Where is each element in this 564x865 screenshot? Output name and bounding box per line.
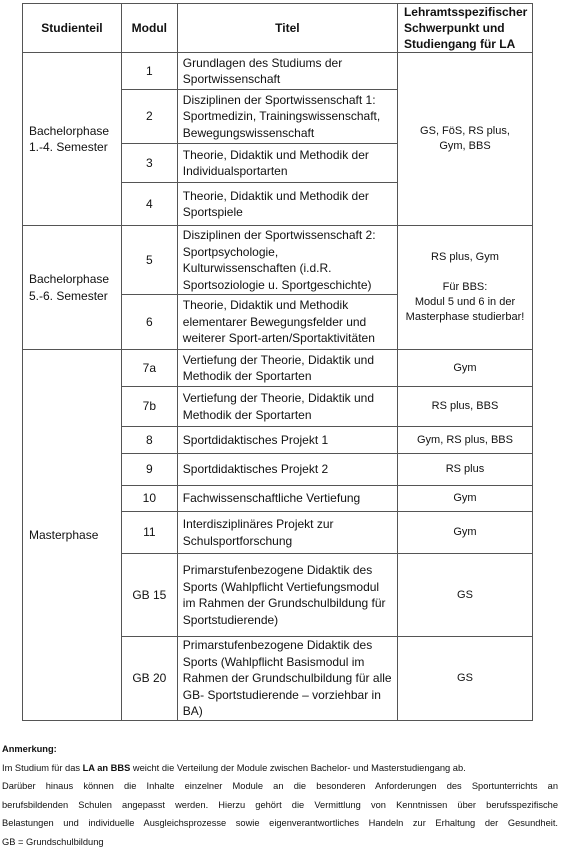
header-studienteil: Studienteil	[23, 4, 122, 53]
titel-cell: Sportdidaktisches Projekt 2	[177, 454, 397, 486]
titel-cell: Primarstufenbezogene Didaktik des Sports (Wahlpflicht Basismodul im Rahmen der Grundschulbildung für alle GB- Sportstudierende – vorziehbar in BA)	[177, 637, 397, 721]
modul-cell: 7a	[121, 350, 177, 387]
lehramt-cell: Gym	[397, 350, 532, 387]
modul-cell: 4	[121, 183, 177, 226]
titel-cell: Disziplinen der Sportwissenschaft 2: Sportpsychologie, Kulturwissenschaften (i.d.R. Sportsoziologie u. Sportgeschichte)	[177, 226, 397, 295]
lehramt-cell: Gym	[397, 486, 532, 512]
titel-cell: Theorie, Didaktik und Methodik elementarer Bewegungsfelder und weiterer Sport-arten/Sportaktivitäten	[177, 295, 397, 350]
modul-cell: 11	[121, 512, 177, 554]
modul-cell: 3	[121, 144, 177, 183]
lehramt-cell-group-1: GS, FöS, RS plus, Gym, BBS	[397, 53, 532, 226]
titel-cell: Fachwissenschaftliche Vertiefung	[177, 486, 397, 512]
titel-cell: Interdisziplinäres Projekt zur Schulsportforschung	[177, 512, 397, 554]
titel-cell: Sportdidaktisches Projekt 1	[177, 427, 397, 454]
studienteil-masterphase: Masterphase	[23, 350, 122, 721]
lehramt-cell: RS plus	[397, 454, 532, 486]
table-row	[23, 350, 533, 387]
table-row	[23, 53, 533, 90]
modul-cell: 2	[121, 90, 177, 144]
titel-cell: Theorie, Didaktik und Methodik der Sportspiele	[177, 183, 397, 226]
notes-line-3: berufsbildenden Schulen angepasst werden. Hierzu gehört die Vermittlung von Kenntnissen über berufsspezifische	[2, 799, 558, 810]
lehramt-cell-group-2: RS plus, Gym Für BBS: Modul 5 und 6 in der Masterphase studierbar!	[397, 226, 532, 350]
modul-cell: 5	[121, 226, 177, 295]
notes-line-2: Darüber hinaus können die Inhalte einzelner Module an die besonderen Anforderungen des Sportunterrichts an	[2, 781, 558, 792]
modul-cell: 8	[121, 427, 177, 454]
table-header-row	[23, 4, 533, 53]
modul-cell: GB 20	[121, 637, 177, 721]
titel-cell: Grundlagen des Studiums der Sportwissenschaft	[177, 53, 397, 90]
header-lehramt: Lehramtsspezifischer Schwerpunkt und Studiengang für LA	[397, 4, 532, 53]
notes-heading: Anmerkung:	[2, 744, 57, 754]
lehramt-cell: Gym, RS plus, BBS	[397, 427, 532, 454]
modul-cell: 7b	[121, 387, 177, 427]
modul-cell: 10	[121, 486, 177, 512]
lehramt-cell: Gym	[397, 512, 532, 554]
lehramt-cell: GS	[397, 637, 532, 721]
annotation-notes	[2, 740, 558, 852]
module-table	[22, 3, 533, 721]
modul-cell: 9	[121, 454, 177, 486]
studienteil-bachelor-5-6: Bachelorphase 5.-6. Semester	[23, 226, 122, 350]
studienteil-bachelor-1-4: Bachelorphase 1.-4. Semester	[23, 53, 122, 226]
titel-cell: Vertiefung der Theorie, Didaktik und Methodik der Sportarten	[177, 387, 397, 427]
modul-cell: 1	[121, 53, 177, 90]
lehramt-cell: RS plus, BBS	[397, 387, 532, 427]
modul-cell: GB 15	[121, 554, 177, 637]
header-titel: Titel	[177, 4, 397, 53]
notes-line-4: Belastungen und individuelle Ausgleichsprozesse sowie eigenverantwortliches Handeln zur Erhaltung der Gesundheit.	[2, 818, 558, 829]
titel-cell: Vertiefung der Theorie, Didaktik und Methodik der Sportarten	[177, 350, 397, 387]
notes-line-1: Im Studium für das LA an BBS weicht die Verteilung der Module zwischen Bachelor- und Masterstudiengang ab.	[2, 762, 466, 773]
lehramt-cell: GS	[397, 554, 532, 637]
notes-line-5: GB = Grundschulbildung	[2, 836, 104, 847]
titel-cell: Primarstufenbezogene Didaktik des Sports (Wahlpflicht Vertiefungsmodul im Rahmen der Grundschulbildung für Sportstudierende)	[177, 554, 397, 637]
titel-cell: Theorie, Didaktik und Methodik der Individualsportarten	[177, 144, 397, 183]
titel-cell: Disziplinen der Sportwissenschaft 1: Sportmedizin, Trainingswissenschaft, Bewegungswissenschaft	[177, 90, 397, 144]
modul-cell: 6	[121, 295, 177, 350]
header-modul: Modul	[121, 4, 177, 53]
table-row	[23, 226, 533, 295]
